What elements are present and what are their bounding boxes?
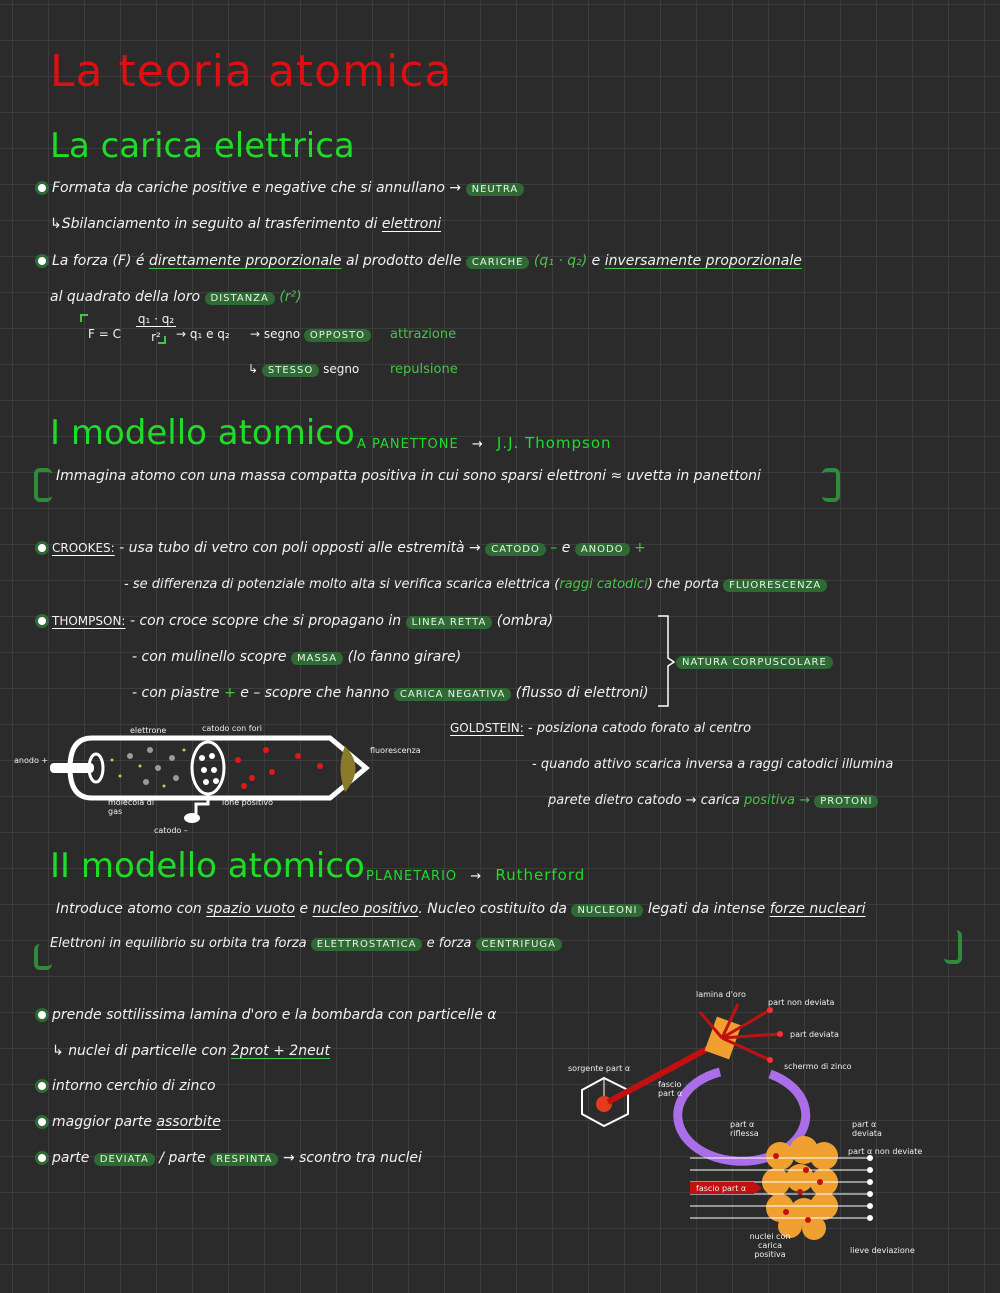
intro-panettone: Immagina atomo con una massa compatta positiva in cui sono sparsi elettroni ≈ uvetta in panettoni xyxy=(56,468,761,484)
bullet-icon xyxy=(38,1118,46,1126)
tag-protoni: PROTONI xyxy=(814,795,878,808)
page-title: La teoria atomica xyxy=(50,46,453,97)
crookes-line2: - se differenza di potenziale molto alta si verifica scarica elettrica (raggi catodici) che porta FLUORESCENZA xyxy=(124,577,827,592)
segno-opposto: → segno OPPOSTO xyxy=(250,327,371,342)
tag-respinta: RESPINTA xyxy=(210,1153,278,1166)
bullet-icon xyxy=(38,1154,46,1162)
label-deviata: part deviata xyxy=(790,1030,839,1039)
formula-denominator: r² xyxy=(151,330,161,344)
bullet-zinco: intorno cerchio di zinco xyxy=(38,1078,216,1094)
curly-brace-icon xyxy=(656,614,676,710)
label-ione: ione positivo xyxy=(222,798,274,807)
section-heading-carica: La carica elettrica xyxy=(50,126,355,166)
tag-neutra: NEUTRA xyxy=(466,183,525,196)
segno-stesso: ↳ STESSO segno xyxy=(248,362,360,376)
tag-nucleoni: NUCLEONI xyxy=(571,904,643,917)
sub-arrow-icon: ↳ xyxy=(50,216,62,232)
line-sbilanciamento: ↳Sbilanciamento in seguito al trasferimento di elettroni xyxy=(50,216,442,232)
goldstein-line1: GOLDSTEIN: - posiziona catodo forato al centro xyxy=(450,721,752,736)
tag-anodo: ANODO xyxy=(575,543,630,556)
line-formata: Formata da cariche positive e negative che si annullano → NEUTRA xyxy=(38,180,524,196)
tag-catodo: CATODO xyxy=(485,543,546,556)
formula-numerator: q₁ · q₂ xyxy=(137,312,175,326)
label-catodo-fori: catodo con fori xyxy=(202,724,262,733)
intro-planetario: Introduce atomo con spazio vuoto e nucleo positivo. Nucleo costituito da NUCLEONI legati da intense forze nucleari xyxy=(56,901,866,917)
tag-opposto: OPPOSTO xyxy=(304,329,371,342)
sub-arrow-icon: ↳ xyxy=(52,1043,64,1059)
line-quadrato: al quadrato della loro DISTANZA (r²) xyxy=(50,289,302,305)
thompson-line1: THOMPSON: - con croce scopre che si propagano in LINEA RETTA (ombra) xyxy=(38,613,553,629)
tag-linea-retta: LINEA RETTA xyxy=(406,616,493,629)
bullet-icon xyxy=(38,1082,46,1090)
modello1-sub: A PANETTONE → J.J. Thompson xyxy=(357,434,612,452)
bullet-icon xyxy=(38,617,46,625)
bullet-icon xyxy=(38,544,46,552)
thompson-line2: - con mulinello scopre MASSA (lo fanno girare) xyxy=(132,649,462,665)
label-lamina: lamina d'oro xyxy=(696,990,746,999)
rutherford-apparatus-diagram xyxy=(570,990,900,1130)
label-fluorescenza: fluorescenza xyxy=(370,746,421,755)
tag-carica-negativa: CARICA NEGATIVA xyxy=(394,688,511,701)
section-heading-modello1: I modello atomico xyxy=(50,413,355,453)
modello2-sub: PLANETARIO → Rutherford xyxy=(366,866,586,884)
tag-massa: MASSA xyxy=(291,652,343,665)
label-fascio2: fascio part α xyxy=(696,1184,747,1193)
tag-distanza: DISTANZA xyxy=(205,292,275,305)
crookes-line1: CROOKES: - usa tubo di vetro con poli opposti alle estremità → CATODO – e ANODO + xyxy=(38,540,646,556)
tag-cariche: CARICHE xyxy=(466,256,530,269)
formula-bracket xyxy=(158,336,166,344)
sub-arrow-icon: ↳ xyxy=(248,362,259,376)
goldstein-line2: - quando attivo scarica inversa a raggi catodici illumina xyxy=(532,757,894,772)
label-lieve: lieve deviazione xyxy=(850,1246,915,1255)
natura-corpuscolare xyxy=(676,650,833,669)
crookes-tube-diagram xyxy=(0,720,440,840)
elettroni-equilibrio: Elettroni in equilibrio su orbita tra forza ELETTROSTATICA e forza CENTRIFUGA xyxy=(50,936,562,951)
goldstein-line3: parete dietro catodo → carica positiva → PROTONI xyxy=(548,793,878,808)
thompson-line3: - con piastre + e – scopre che hanno CARICA NEGATIVA (flusso di elettroni) xyxy=(132,685,649,701)
label-schermo: schermo di zinco xyxy=(784,1062,852,1071)
tag-centrifuga: CENTRIFUGA xyxy=(476,938,562,951)
label-deviata2: part α deviata xyxy=(852,1120,882,1138)
bullet-icon xyxy=(38,257,46,265)
label-nuclei: nuclei con carica positiva xyxy=(749,1232,791,1259)
label-catodo: catodo – xyxy=(154,826,188,835)
line-forza: La forza (F) é direttamente proporzionale al prodotto delle CARICHE (q₁ · q₂) e inversamente proporzionale xyxy=(38,253,802,269)
tag-natura-corpuscolare: NATURA CORPUSCOLARE xyxy=(676,656,833,669)
label-non-deviate: part α non deviate xyxy=(848,1147,923,1156)
repulsione: repulsione xyxy=(390,362,458,377)
tag-fluorescenza: FLUORESCENZA xyxy=(723,579,827,592)
label-non-deviata: part non deviata xyxy=(768,998,835,1007)
formula-lhs: F = C xyxy=(88,327,121,341)
formula-arrow: → q₁ e q₂ xyxy=(176,327,230,341)
label-elettrone: elettrone xyxy=(130,726,167,735)
attrazione: attrazione xyxy=(390,327,457,342)
bracket-left xyxy=(34,944,52,970)
bullet-assorbite: maggior parte assorbite xyxy=(38,1114,221,1130)
formula-bracket xyxy=(80,314,88,322)
label-riflessa: part α riflessa xyxy=(730,1120,759,1138)
label-fascio: fascio part α xyxy=(658,1080,683,1098)
label-sorgente: sorgente part α xyxy=(568,1064,631,1073)
section-heading-modello2: II modello atomico xyxy=(50,846,365,886)
bracket-right xyxy=(822,468,840,502)
bullet-lamina: prende sottilissima lamina d'oro e la bombarda con particelle α xyxy=(38,1007,496,1023)
label-molecola: molecola di gas xyxy=(108,798,155,816)
bullet-icon xyxy=(38,184,46,192)
tag-stesso: STESSO xyxy=(262,364,319,377)
label-anodo: anodo + xyxy=(14,756,49,765)
tag-deviata: DEVIATA xyxy=(94,1153,155,1166)
bullet-icon xyxy=(38,1011,46,1019)
bracket-right xyxy=(944,930,962,964)
bracket-left xyxy=(34,468,52,502)
tag-elettrostatica: ELETTROSTATICA xyxy=(311,938,423,951)
bullet-nuclei: ↳ nuclei di particelle con 2prot + 2neut xyxy=(52,1043,331,1059)
bullet-deviata: parte DEVIATA / parte RESPINTA → scontro tra nuclei xyxy=(38,1150,422,1166)
